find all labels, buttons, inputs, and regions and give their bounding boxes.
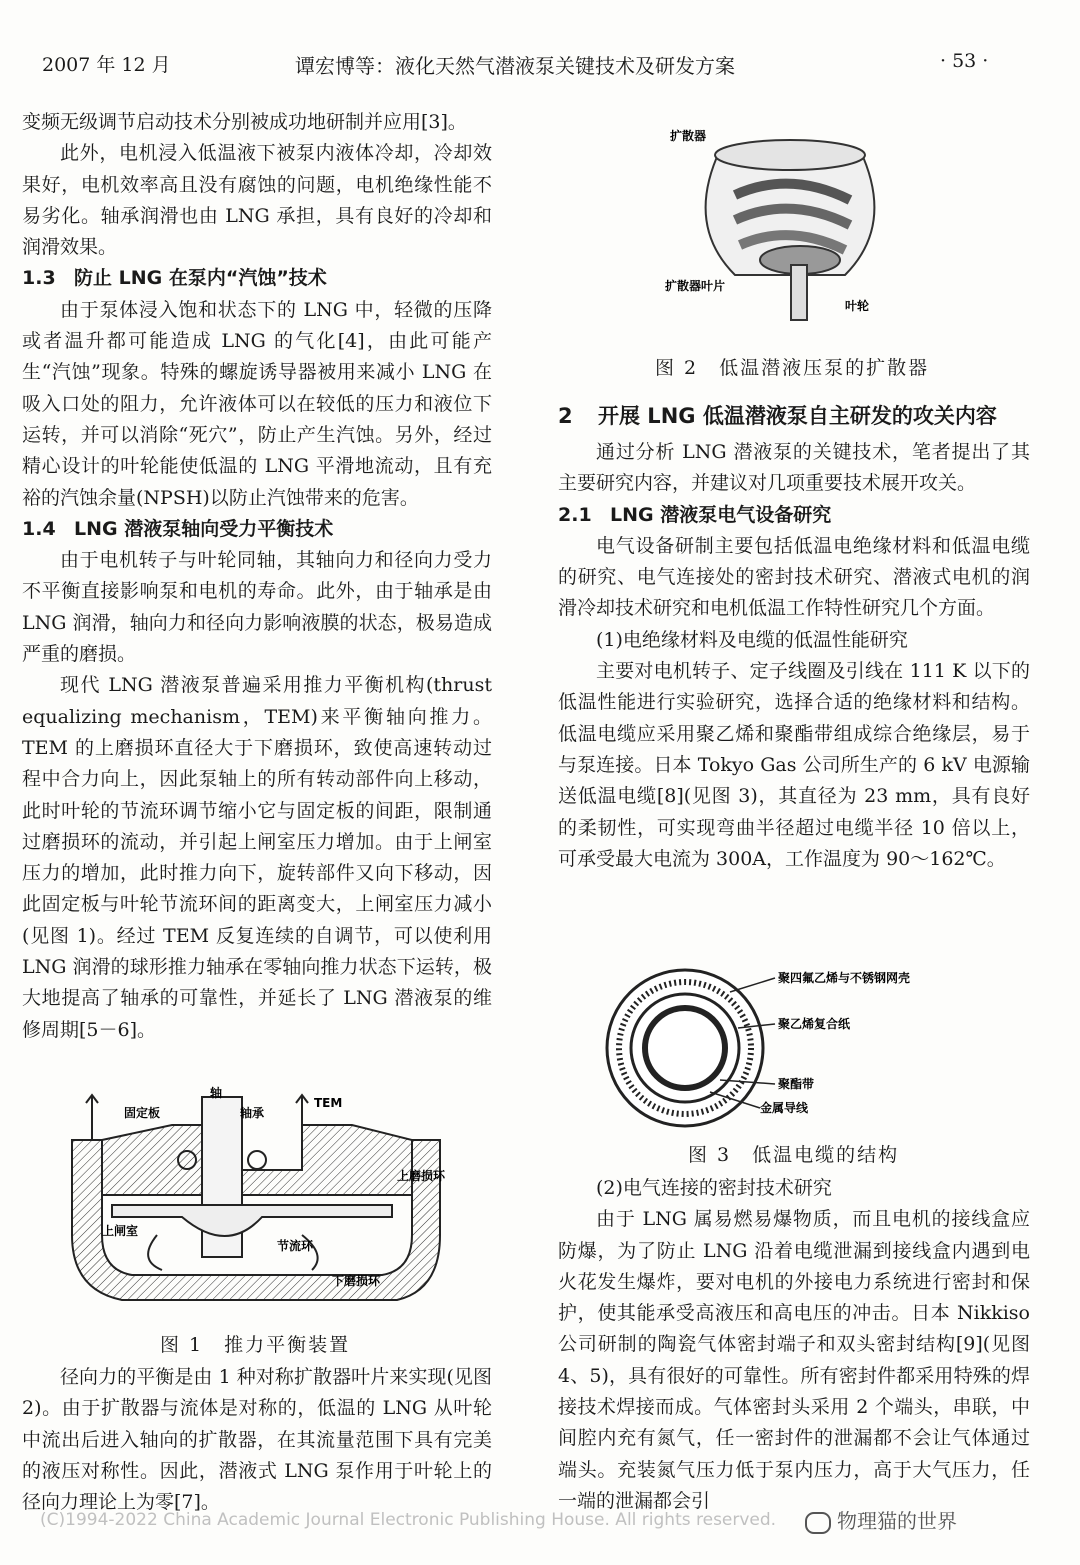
label-impeller: 叶轮	[845, 299, 870, 313]
label-diffuser-blade: 扩散器叶片	[665, 279, 726, 293]
wechat-logo-icon	[805, 1512, 831, 1534]
page-header	[0, 50, 1080, 84]
figure-2-caption: 图 2 低温潜液压泵的扩散器	[655, 357, 930, 379]
figure-2-diffuser	[665, 115, 915, 340]
label-lower-ring: 下磨损环	[332, 1274, 381, 1288]
label-upper-chamber: 上闸室	[102, 1224, 139, 1238]
figure-3-caption: 图 3 低温电缆的结构	[688, 1144, 900, 1166]
paragraph: 现代 LNG 潜液泵普遍采用推力平衡机构(thrust equalizing mechanism，TEM)来平衡轴向推力。TEM 的上磨损环直径大于下磨损环，致使高速转动过程中合力向上，因此泵轴上的所有转动部件向上移动，此时叶轮的节流环调节缩小它与固定板的间距，限制通过磨损环的流动，并引起上闸室压力增加。由于上闸室压力的增加，此时推力向下，旋转部件又向下移动，因此固定板与叶轮节流环间的距离变大，上闸室压力减小(见图 1)。经过 TEM 反复连续的自调节，可以使利用 LNG 润滑的球形推力轴承在零轴向推力状态下运转，极大地提高了轴承的可靠性，并延长了 LNG 潜液泵的维修周期[5－6]。	[22, 674, 492, 1041]
section-heading-2: 2 开展 LNG 低温潜液泵自主研发的攻关内容	[558, 404, 997, 428]
label-ptfe-shell: 聚四氟乙烯与不锈钢网壳	[778, 971, 911, 985]
paragraph: 径向力的平衡是由 1 种对称扩散器叶片来实现(见图 2)。由于扩散器与流体是对称的，低温的 LNG 从叶轮中流出后进入轴向的扩散器，在其流量范围下具有完美的液压对称性。因此，潜液式 LNG 泵作用于叶轮上的径向力理论上为零[7]。	[22, 1366, 492, 1514]
label-pe-paper: 聚乙烯复合纸	[778, 1017, 851, 1031]
right-column-bottom	[558, 1173, 1030, 1517]
issue-date: 2007 年 12 月	[42, 54, 171, 76]
figure-1-thrust-balance	[62, 1085, 452, 1320]
diffuser-illustration	[665, 115, 915, 340]
copyright-footer: (C)1994-2022 China Academic Journal Electronic Publishing House. All rights reserved.	[40, 1510, 777, 1530]
label-fixed-plate: 固定板	[124, 1106, 161, 1120]
paragraph: 通过分析 LNG 潜液泵的关键技术，笔者提出了其主要研究内容，并建议对几项重要技术展开攻关。	[558, 441, 1030, 495]
paragraph: 由于 LNG 属易燃易爆物质，而且电机的接线盒应防爆，为了防止 LNG 沿着电缆泄漏到接线盒内遇到电火花发生爆炸，要对电机的外接电力系统进行密封和保护，使其能承受高液压和高电压的冲击。日本 Nikkiso 公司研制的陶瓷气体密封端子和双头密封结构[9](见图 4、5)，具有很好的可靠性。所有密封件都采用特殊的焊接技术焊接而成。气体密封头采用 2 个端头，串联，中间腔内充有氮气，任一密封件的泄漏都不会让气体通过端头。充装氮气压力低于泵内压力，高于大气压力，任一端的泄漏都会引	[558, 1208, 1030, 1512]
paragraph: 电气设备研制主要包括低温电绝缘材料和低温电缆的研究、电气连接处的密封技术研究、潜液式电机的润滑冷却技术研究和电机低温工作特性研究几个方面。	[558, 534, 1030, 620]
label-metal-conductor: 金属导线	[760, 1101, 809, 1115]
label-polyester-tape: 聚酯带	[778, 1077, 815, 1091]
paragraph: (2)电气连接的密封技术研究	[596, 1177, 832, 1199]
section-heading-1-4: 1.4 LNG 潜液泵轴向受力平衡技术	[22, 517, 334, 540]
label-upper-ring: 上磨损环	[397, 1169, 446, 1183]
paragraph: (1)电绝缘材料及电缆的低温性能研究	[596, 628, 908, 651]
label-bearing: 轴承	[240, 1106, 265, 1120]
label-throttle-ring: 节流环	[277, 1239, 314, 1253]
figure-3-cable	[600, 962, 980, 1134]
cable-cross-section	[600, 962, 980, 1134]
page-number: · 53 ·	[940, 50, 989, 72]
left-column-bottom	[22, 1362, 492, 1518]
label-tem: TEM	[314, 1096, 343, 1110]
running-title: 谭宏博等：液化天然气潜液泵关键技术及研发方案	[295, 54, 735, 78]
paragraph: 此外，电机浸入低温液下被泵内液体冷却，冷却效果好，电机效率高且没有腐蚀的问题，电机绝缘性能不易劣化。轴承润滑也由 LNG 承担，具有良好的冷却和润滑效果。	[22, 142, 492, 259]
left-column	[22, 107, 492, 1046]
thrust-balance-diagram	[62, 1085, 452, 1320]
paragraph: 由于电机转子与叶轮同轴，其轴向力和径向力受力不平衡直接影响泵和电机的寿命。此外，由于轴承是由 LNG 润滑，轴向力和径向力影响液膜的状态，极易造成严重的磨损。	[22, 549, 492, 666]
section-heading-2-1: 2.1 LNG 潜液泵电气设备研究	[558, 503, 832, 526]
paragraph: 主要对电机转子、定子线圈及引线在 111 K 以下的低温性能进行实验研究，选择合适的绝缘材料和结构。低温电缆应采用聚乙烯和聚酯带组成综合绝缘层，易于与泵连接。日本 Tokyo Gas 公司所生产的 6 kV 电源输送低温电缆[8](见图 3)，其直径为 23 mm，具有良好的柔韧性，可实现弯曲半径超过电缆半径 10 倍以上，可承受最大电流为 300A，工作温度为 90～162℃。	[558, 660, 1030, 870]
label-diffuser: 扩散器	[670, 129, 707, 143]
watermark: 物理猫的世界	[805, 1505, 957, 1534]
label-shaft: 轴	[210, 1086, 223, 1100]
paragraph: 变频无级调节启动技术分别被成功地研制并应用[3]。	[22, 111, 467, 133]
figure-1-caption: 图 1 推力平衡装置	[160, 1334, 351, 1356]
right-column	[558, 395, 1030, 875]
paragraph: 由于泵体浸入饱和状态下的 LNG 中，轻微的压降或者温升都可能造成 LNG 的气化[4]，由此可能产生“汽蚀”现象。特殊的螺旋诱导器被用来减小 LNG 在吸入口处的阻力，允许液体可以在较低的压力和液位下运转，并可以消除“死穴”，防止产生汽蚀。另外，经过精心设计的叶轮能使低温的 LNG 平滑地流动，且有充裕的汽蚀余量(NPSH)以防止汽蚀带来的危害。	[22, 298, 492, 509]
section-heading-1-3: 1.3 防止 LNG 在泵内“汽蚀”技术	[22, 267, 327, 290]
